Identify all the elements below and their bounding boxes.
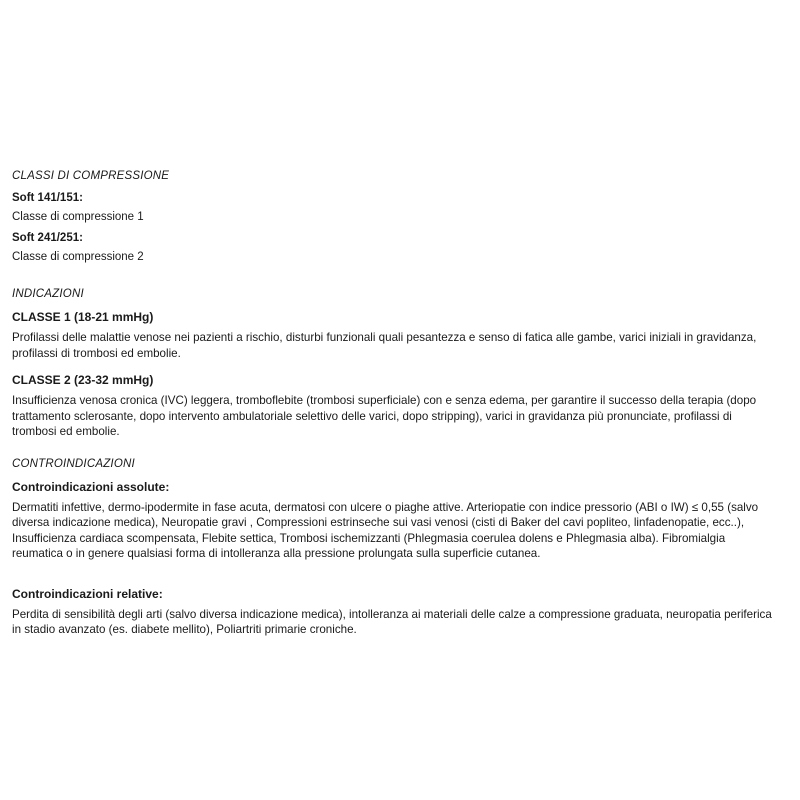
block-body-controindicazioni-assolute: Dermatiti infettive, dermo-ipodermite in fase acuta, dermatosi con ulcere o piaghe attive. Arteriopatie con indice pressorio (ABI o IW) ≤ 0,55 (salvo diversa indicazione medica), Neuropatie gravi , Compressioni estrinseche sui vasi venosi (cisti di Baker del cavi popliteo, linfadenopatie, ecc..), Insufficienza cardiaca scompensata, Flebite settica, Trombosi ischemizzanti (Phlegmasia coerulea dolens e Phlegmasia alba). Fibromialgia reumatica o in genere qualsiasi forma di intolleranza alla pressione prolungata sulla superficie cutanea.	[12, 500, 759, 560]
section-classi-di-compressione	[12, 170, 778, 263]
section-heading-controindicazioni: CONTROINDICAZIONI	[12, 457, 135, 470]
section-divider-1	[12, 272, 778, 288]
block-title-classe-2: CLASSE 2 (23-32 mmHg)	[12, 373, 154, 387]
product-label-soft-141-151: Soft 141/151:	[12, 192, 83, 204]
block-divider	[12, 574, 778, 587]
section-heading-indicazioni: INDICAZIONI	[12, 288, 84, 300]
block-body-classe-2: Insufficienza venosa cronica (IVC) leggera, tromboflebite (trombosi superficiale) con e senza edema, per garantire il successo della terapia (dopo trattamento sclerosante, dopo intervento ambulatoriale selettivo delle varici, dopo stripping), varici in gravidanza più pronunciate, profilassi di trombosi ed embolie.	[12, 394, 757, 438]
section-heading-classi: CLASSI DI COMPRESSIONE	[12, 170, 170, 182]
section-controindicazioni	[12, 458, 778, 638]
block-title-classe-1: CLASSE 1 (18-21 mmHg)	[12, 310, 154, 324]
block-body-classe-1: Profilassi delle malattie venose nei pazienti a rischio, disturbi funzionali quali pesantezza e senso di fatica alle gambe, varici iniziali in gravidanza, profilassi di trombosi ed embolie.	[12, 331, 757, 360]
block-title-controindicazioni-assolute: Controindicazioni assolute:	[12, 479, 170, 494]
compression-class-1-text: Classe di compressione 1	[12, 211, 144, 223]
product-label-soft-241-251: Soft 241/251:	[12, 232, 83, 244]
compression-class-2-text: Classe di compressione 2	[12, 251, 144, 263]
block-body-controindicazioni-relative: Perdita di sensibilità degli arti (salvo diversa indicazione medica), intolleranza ai materiali delle calze a compressione graduata, neuropatia periferica in stadio avanzato (es. diabete mellito), Poliartriti primarie croniche.	[12, 607, 772, 636]
block-title-controindicazioni-relative: Controindicazioni relative:	[12, 586, 163, 601]
section-indicazioni	[12, 288, 778, 440]
